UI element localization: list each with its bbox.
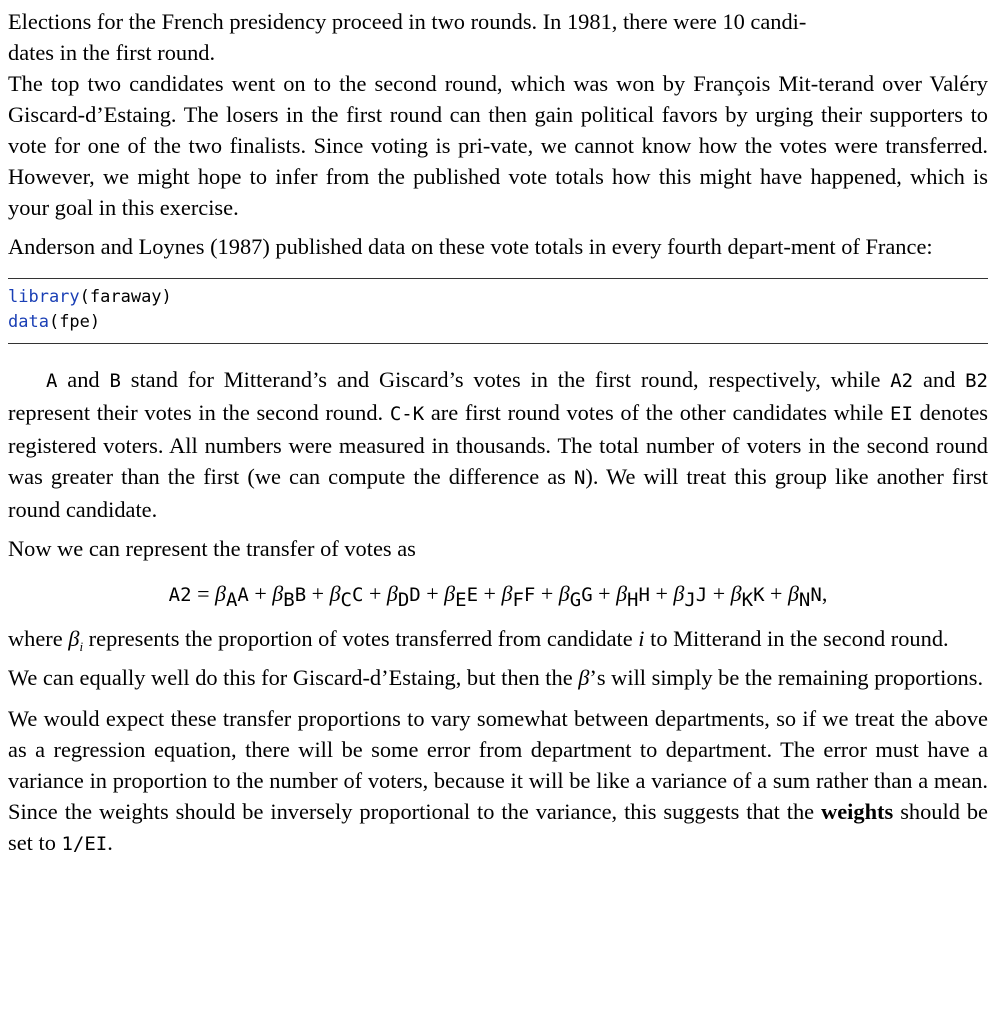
var-N: N	[573, 467, 586, 489]
text-fragment: to Mitterand in the second round.	[644, 626, 949, 651]
text-fragment: are first round votes of the other candidates while	[424, 400, 891, 425]
text-fragment: stand for Mitterand’s and Giscard’s votes in the first round, respectively, while	[120, 367, 891, 392]
equation-beta-subscript: G	[569, 589, 582, 611]
equation-variable: K	[753, 584, 765, 606]
var-EI: EI	[890, 403, 913, 425]
code-argument-faraway: (faraway)	[79, 287, 172, 307]
equation-plus: +	[592, 581, 617, 606]
equation-beta: β	[730, 581, 742, 606]
equation-plus: +	[363, 581, 387, 606]
equation-variable: G	[581, 584, 593, 606]
equation-end: ,	[821, 581, 828, 606]
var-C-K: C-K	[389, 403, 425, 425]
equation-plus: +	[248, 581, 273, 606]
equation-beta: β	[787, 581, 799, 606]
equation-term-F	[501, 581, 536, 611]
equation-beta-subscript: D	[397, 589, 410, 611]
beta-subscript: i	[79, 639, 84, 654]
beta-symbol: β	[68, 626, 80, 651]
equation-beta: β	[501, 581, 513, 606]
equation-plus: +	[764, 581, 788, 606]
equation-term-J	[673, 581, 708, 611]
equation-variable: E	[466, 584, 479, 606]
text-fragment: We can equally well do this for Giscard-d’Estaing, but then the	[8, 665, 579, 690]
equation-beta: β	[558, 581, 570, 606]
equation-beta: β	[616, 581, 628, 606]
code-function-data: data	[8, 312, 49, 332]
var-B: B	[109, 370, 121, 392]
equation-beta-subscript: N	[798, 589, 811, 611]
equation-term-A	[214, 581, 249, 611]
equation-terms	[214, 581, 822, 611]
equation-beta-subscript: B	[283, 589, 295, 611]
paragraph-weights	[8, 703, 988, 860]
equation-variable: J	[695, 584, 708, 606]
candidate-index: i	[638, 626, 645, 651]
equation-plus: +	[478, 581, 502, 606]
equation-variable: H	[638, 584, 650, 606]
intro-line-1: Elections for the French presidency proceed in two rounds. In 1981, there were 10 candi-	[8, 9, 807, 34]
paragraph-transfer-intro: Now we can represent the transfer of votes as	[8, 536, 416, 561]
paragraph-giscard	[8, 662, 988, 693]
equation-term-N	[787, 581, 822, 611]
text-fragment: should be set to	[8, 799, 988, 855]
equation-variable: F	[523, 584, 536, 606]
equation-term-E	[444, 581, 479, 611]
text-fragment: We would expect these transfer proportions to vary somewhat between departments, so if we treat the above as a regression equation, there will be some error from department to department. The error must have a variance in proportion to the number of voters, because it will be like a variance of a sum rather than a mean. Since the weights should be inversely proportional to the variance, this suggests that the	[8, 706, 988, 824]
equation-variable: A	[237, 584, 249, 606]
text-fragment: ). We will treat this group like another first round candidate.	[8, 464, 988, 522]
equation-beta: β	[386, 581, 398, 606]
equation-variable: N	[810, 584, 822, 606]
text-fragment: and	[57, 367, 110, 392]
equation-beta-subscript: E	[455, 589, 467, 611]
equation-beta: β	[272, 581, 284, 606]
equation-variable: C	[352, 584, 364, 606]
text-fragment: .	[107, 830, 113, 855]
equation-term-B	[272, 581, 307, 611]
weights-term: weights	[821, 799, 894, 824]
text-fragment: represent their votes in the second round.	[8, 400, 390, 425]
transfer-equation	[8, 578, 988, 611]
equation-beta: β	[214, 581, 226, 606]
code-function-library: library	[8, 287, 80, 307]
weights-value: 1/EI	[61, 833, 108, 855]
equation-term-C	[329, 581, 364, 611]
var-B2: B2	[965, 370, 988, 392]
equation-plus: +	[707, 581, 731, 606]
text-fragment: represents the proportion of votes transferred from candidate	[83, 626, 639, 651]
code-line-2	[8, 310, 988, 335]
text-fragment: where	[8, 626, 69, 651]
paragraph-intro	[8, 6, 988, 68]
equation-beta-subscript: C	[340, 589, 352, 611]
equation-variable: B	[294, 584, 307, 606]
text-fragment: ’s will simply be the remaining proportions.	[589, 665, 984, 690]
equation-plus: +	[420, 581, 445, 606]
text-fragment: denotes registered voters. All numbers were measured in thousands. The total number of voters in the second round was greater than the first (we can compute the difference as	[8, 400, 988, 489]
paragraph-beta-definition	[8, 623, 988, 654]
equation-equals: =	[197, 581, 210, 606]
equation-beta-subscript: H	[627, 589, 639, 611]
equation-beta-subscript: J	[684, 589, 696, 611]
equation-beta-subscript: F	[512, 589, 524, 611]
var-A2: A2	[890, 370, 914, 392]
text-fragment: and	[913, 367, 966, 392]
equation-term-D	[386, 581, 421, 611]
equation-term-G	[558, 581, 593, 611]
equation-beta-subscript: A	[225, 589, 238, 611]
equation-lhs: A2	[168, 584, 192, 606]
equation-plus: +	[306, 581, 330, 606]
equation-beta-subscript: K	[741, 589, 754, 611]
equation-plus: +	[535, 581, 559, 606]
paragraph-data-source: Anderson and Loynes (1987) published data on these vote totals in every fourth depart-ment of France:	[8, 234, 933, 259]
var-A: A	[46, 370, 58, 392]
equation-term-H	[616, 581, 650, 611]
equation-plus: +	[649, 581, 674, 606]
equation-beta: β	[329, 581, 341, 606]
code-argument-fpe: (fpe)	[48, 312, 101, 332]
equation-beta: β	[444, 581, 456, 606]
code-block	[8, 278, 988, 344]
code-line-1	[8, 285, 988, 310]
paragraph-variables	[8, 364, 988, 525]
paragraph-second-round: The top two candidates went on to the second round, which was won by François Mit-terand over Valéry Giscard-d’Estaing. The losers in the first round can then gain political favors by urging their supporters to vote for one of the two finalists. Since voting is pri-vate, we cannot know how the votes were transferred. However, we might hope to infer from the published vote totals how this might have happened, which is your goal in this exercise.	[8, 71, 988, 220]
equation-term-K	[730, 581, 765, 611]
intro-line-2: dates in the first round.	[8, 40, 216, 65]
equation-variable: D	[409, 584, 421, 606]
equation-beta: β	[673, 581, 685, 606]
beta-symbol: β	[578, 665, 590, 690]
